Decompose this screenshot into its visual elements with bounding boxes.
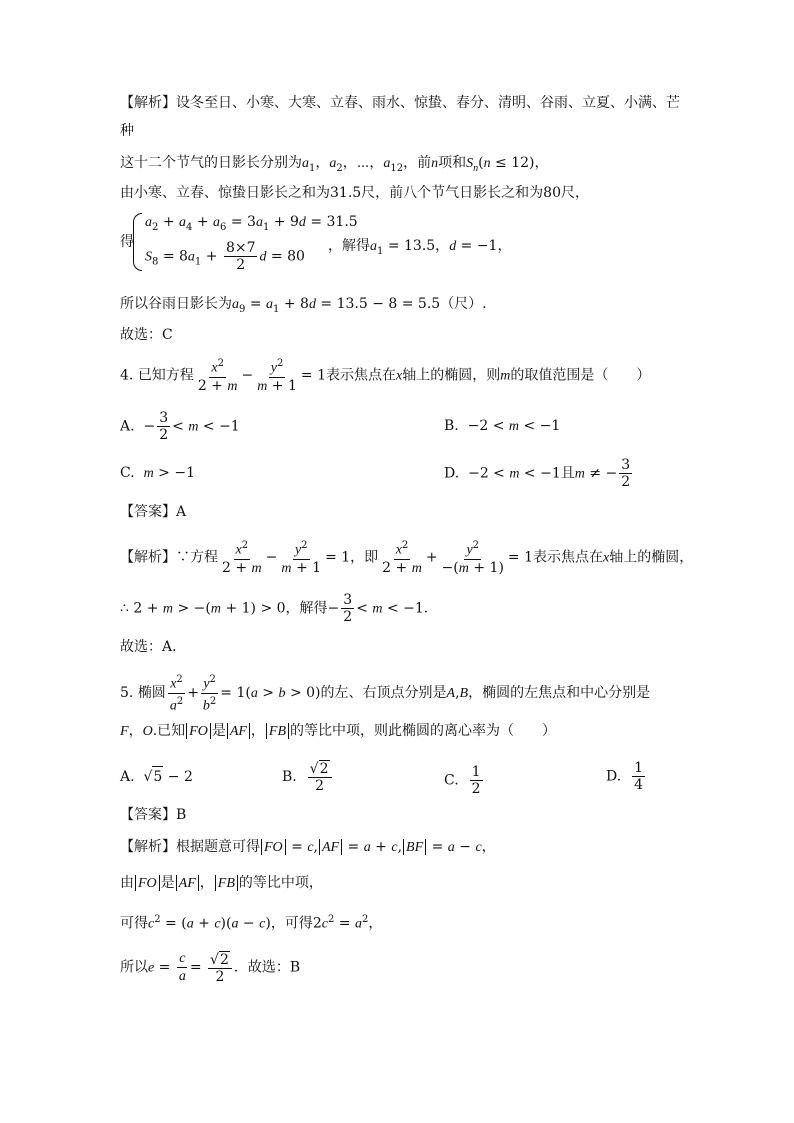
q3-analysis-line1b: 种 [120,123,134,139]
q5-stem-line2: F，O.已知 FO 是 AF ， FB 的等比中项，则此椭圆的离心率为（ ） [120,723,557,739]
q3-solve: ，解得$a_1 = 13.5$，d = −1， [328,238,512,257]
q3-system-eq1: $a_2 + a_4 + a_6 = 3a_1 + 9d = 31.5$ [145,214,358,233]
q4-answer: 【答案】A [120,504,187,520]
q4-analysis-line2: ∴ 2 + m > −(m + 1) > 0，解得− $\frac{3}{2}$ < m < −1． [120,592,438,625]
q3-analysis-line2: 这十二个节气的日影长分别为$a_1$，$a_2$，⋯，$a_{12}$，前n项和$S_n(n \le 12)$， [120,155,549,174]
q3-result: 所以谷雨日影长为$a_9 = a_1 + 8d = 13.5 - 8 = 5.5$（尺）. [120,296,487,315]
q4-option-a[interactable]: A. − $\frac{3}{2}$ < m < −1 [120,410,240,443]
q4-analysis-line1: 【解析】∵方程 $\frac{x^2}{2 + m}$ − $\frac{y^2}{m + 1}$ = 1，即 $\frac{x^2}{2 + m}$ + $\frac{y^2}{-(m + 1)}$ = 1表示焦点在x轴上的椭圆， [120,540,694,576]
q3-choice: 故选：C [120,327,173,343]
q5-analysis-line3: 可得$c^2 = (a + c)(a - c)$，可得$2c^2 = a^2$， [120,914,383,932]
q3-analysis-line1: 【解析】设冬至日、小寒、大寒、立春、雨水、惊蛰、春分、清明、谷雨、立夏、小满、芒 [120,95,680,111]
q5-option-c[interactable]: C. $\frac{1}{2}$ [444,764,481,797]
q4-stem: 4. 已知方程 $\frac{x^2}{2 + m}$ − $\frac{y^2}{m + 1}$ = 1表示焦点在x轴上的椭圆，则m的取值范围是（ ） [120,358,651,394]
q5-answer: 【答案】B [120,807,187,823]
q3-de: 得 [120,234,134,250]
q4-option-c[interactable]: C. m > −1 [120,465,195,481]
q5-analysis-line4: 所以e = $\frac{c}{a}$ = $\frac{√2}{2}$ ．故选：B [120,951,301,985]
q5-analysis-line2: 由 FO 是 AF ， FB 的等比中项， [120,875,323,891]
q4-choice: 故选：A． [120,639,187,655]
q3-analysis-line3: 由小寒、立春、惊蛰日影长之和为31.5尺，前八个节气日影长之和为80尺， [120,185,589,201]
q4-option-b[interactable]: B. −2 < m < −1 [444,418,561,434]
system-brace [133,213,142,271]
q5-option-a[interactable]: A. √5 − 2 [120,766,193,787]
q5-option-d[interactable]: D. $\frac{1}{4}$ [606,760,644,793]
q3-system-eq2: $S_8 = 8a_1$ + $\frac{8\times 7}{2}$ d = 80 [145,240,305,273]
q4-option-d[interactable]: D. −2 < m < −1且m ≠ − $\frac{3}{2}$ [444,457,631,490]
q5-analysis-line1: 【解析】根据题意可得 FO = c, AF = a + c, BF = a − c， [120,839,496,855]
analysis-label: 【解析】 [120,95,176,111]
q5-stem-line1: 5. 椭圆 $\frac{x^2}{a^2}$ + $\frac{y^2}{b^2}$ = 1(a > b > 0)的左、右顶点分别是A,B，椭圆的左焦点和中心分别是 [120,674,651,714]
q5-option-b[interactable]: B. $\frac{√2}{2}$ [282,760,334,794]
